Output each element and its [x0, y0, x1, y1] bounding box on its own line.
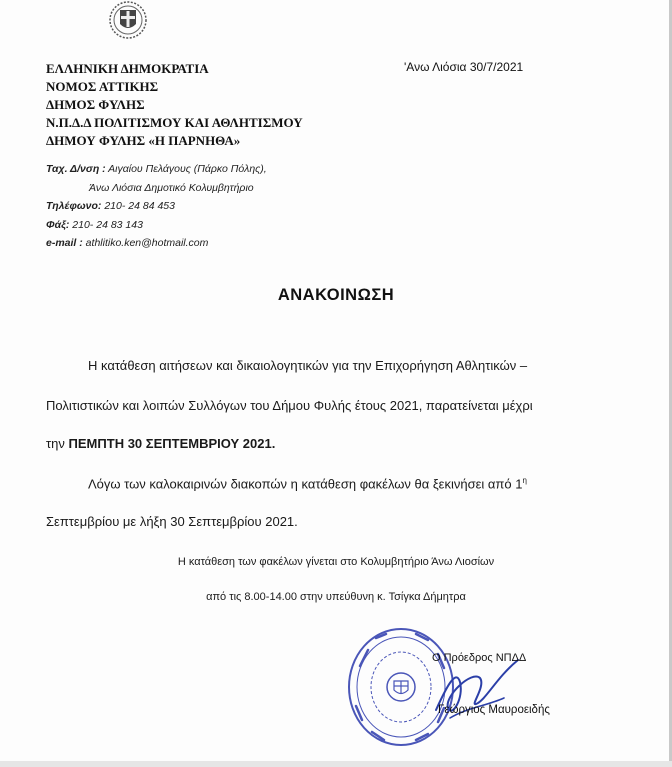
email-row: [46, 234, 267, 253]
scan-bottom-shadow: [0, 761, 672, 767]
header-line: ΝΟΜΟΣ ΑΤΤΙΚΗΣ: [46, 79, 159, 94]
paragraph-2-line-1: [88, 476, 527, 491]
announcement-title: ΑΝΑΚΟΙΝΩΣΗ: [277, 286, 395, 304]
paragraph-2-text: Λόγω των καλοκαιρινών διακοπών η κατάθεση φακέλων θα ξεκινήσει από 1: [88, 476, 523, 492]
greek-coat-of-arms-icon: [106, 0, 150, 44]
paragraph-1-line-2: Πολιτιστικών και λοιπών Συλλόγων του Δήμου Φυλής έτους 2021, παρατείνεται μέχρι: [46, 398, 533, 413]
header-line: ΕΛΛΗΝΙΚΗ ΔΗΜΟΚΡΑΤΙΑ: [46, 61, 209, 76]
header-line: ΔΗΜΟΥ ΦΥΛΗΣ «Η ΠΑΡΝΗΘΑ»: [46, 133, 241, 148]
address-line-1: Αιγαίου Πελάγους (Πάρκο Πόλης),: [105, 163, 267, 175]
signatory-name: Γεώργιος Μαυροειδής: [438, 704, 550, 716]
email-value: athlitiko.ken@hotmail.com: [82, 237, 209, 249]
submission-location-note: Η κατάθεση των φακέλων γίνεται στο Κολυμβητήριο Άνω Λιοσίων: [177, 556, 495, 568]
phone-label: Τηλέφωνο:: [46, 200, 102, 212]
paragraph-1-line-1: Η κατάθεση αιτήσεων και δικαιολογητικών για την Επιχορήγηση Αθλητικών –: [88, 358, 528, 373]
fax-value: 210- 24 83 143: [69, 218, 143, 231]
paragraph-1-line-3: [46, 436, 275, 451]
address-row: [46, 160, 267, 179]
header-line: ΔΗΜΟΣ ΦΥΛΗΣ: [46, 97, 145, 112]
fax-row: [46, 216, 267, 235]
deadline-date: ΠΕΜΠΤΗ 30 ΣΕΠΤΕΜΒΡΙΟΥ 2021.: [68, 436, 276, 451]
address-line-2: Άνω Λιόσια Δημοτικό Κολυμβητήριο: [89, 181, 254, 194]
submission-hours-note: από τις 8.00-14.00 στην υπεύθυνη κ. Τσίγκα Δήμητρα: [206, 591, 466, 603]
issuer-header: [46, 60, 303, 150]
address-label: Ταχ. Δ/νση :: [46, 163, 106, 175]
phone-row: [46, 197, 267, 216]
signatory-role: Ο Πρόεδρος ΝΠΔΔ: [432, 652, 527, 664]
fax-label: Φάξ:: [46, 218, 70, 231]
document-date: 'Ανω Λιόσια 30/7/2021: [404, 60, 524, 74]
deadline-prefix: την: [46, 436, 69, 451]
phone-value: 210- 24 84 453: [101, 200, 175, 212]
ordinal-superscript: η: [522, 476, 527, 485]
paragraph-2-line-2: Σεπτεμβρίου με λήξη 30 Σεπτεμβρίου 2021.: [46, 514, 298, 529]
header-line: Ν.Π.Δ.Δ ΠΟΛΙΤΙΣΜΟΥ ΚΑΙ ΑΘΛΗΤΙΣΜΟΥ: [46, 115, 303, 130]
contact-block: [46, 160, 267, 253]
email-label: e-mail :: [46, 237, 83, 249]
